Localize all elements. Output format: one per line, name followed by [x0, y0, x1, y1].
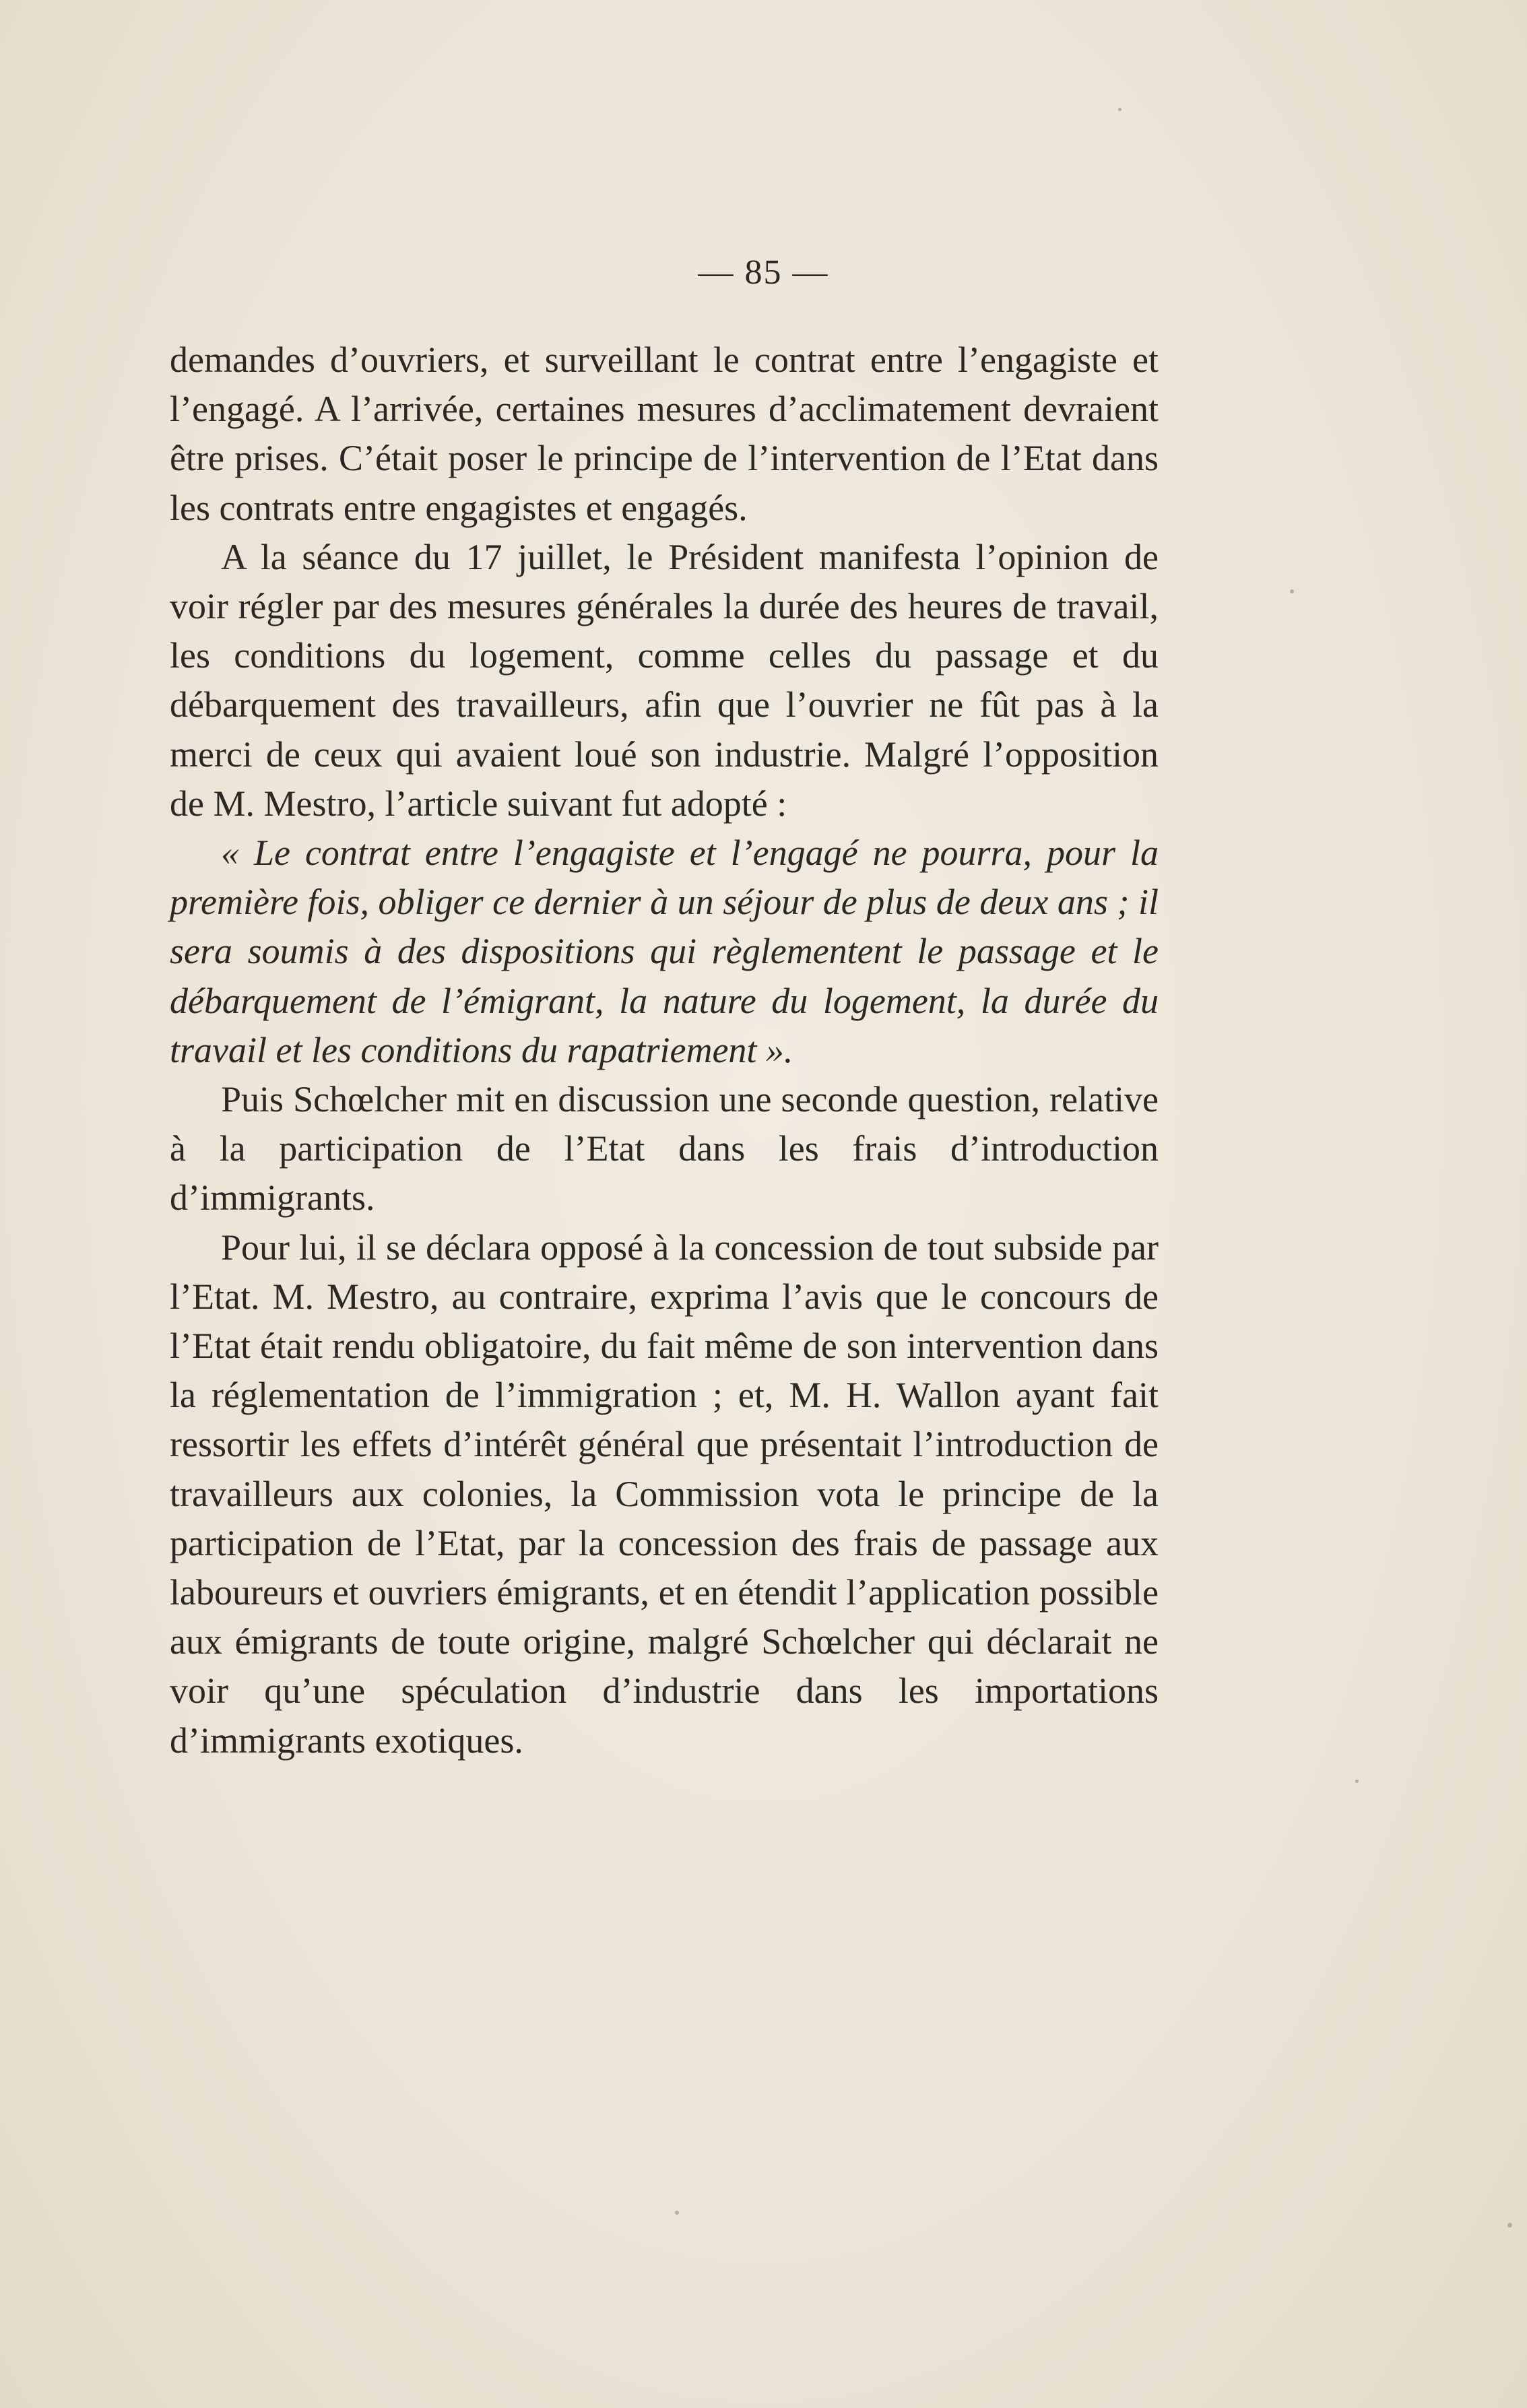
- paragraph-seance: A la séance du 17 juillet, le Président manifesta l’opinion de voir régler par des mesures générales la durée des heures de travail, les conditions du logement, comme celles du passage et du débarquement des travailleurs, afin que l’ouvrier ne fût pas à la merci de ceux qui avaient loué son industrie. Malgré l’opposition de M. Mestro, l’article suivant fut adopté :: [170, 536, 1159, 824]
- page-number: — 85 —: [698, 253, 829, 292]
- paragraph-continuation: demandes d’ouvriers, et surveillant le contrat entre l’engagiste et l’engagé. A l’arrivée, certaines mesures d’acclimatement devraient être prises. C’était poser le principe de l’intervention de l’Etat dans les contrats entre engagistes et engagés.: [170, 339, 1159, 528]
- paragraph-quoted-article: « Le contrat entre l’engagiste et l’engagé ne pourra, pour la première fois, obliger ce dernier à un séjour de plus de deux ans ; il sera soumis à des dispositions qui règlementent le passage et le débarquement de l’émigrant, la nature du logement, la durée du travail et les conditions du rapatriement ».: [170, 833, 1159, 1070]
- paragraph-second-question: Puis Schœlcher mit en discussion une seconde question, relative à la participation de l’Etat dans les frais d’introduction d’immigrants.: [170, 1079, 1159, 1218]
- paper-speck: [675, 2211, 679, 2215]
- paragraph-commission-vote: Pour lui, il se déclara opposé à la concession de tout subside par l’Etat. M. Mestro, au contraire, exprima l’avis que le concours de l’Etat était rendu obligatoire, du fait même de son intervention dans la réglementation de l’immigration ; et, M. H. Wallon ayant fait ressortir les effets d’intérêt général que présentait l’introduction de travailleurs aux colonies, la Commission vota le principe de la participation de l’Etat, par la concession des frais de passage aux laboureurs et ouvriers émigrants, et en étendit l’application possible aux émigrants de toute origine, malgré Schœlcher qui déclarait ne voir qu’une spéculation d’industrie dans les importations d’immigrants exotiques.: [170, 1227, 1159, 1761]
- paper-speck: [1290, 589, 1294, 593]
- paper-speck: [1118, 108, 1122, 111]
- paper-speck: [1355, 1780, 1359, 1783]
- body-text: [170, 335, 1159, 1765]
- paper-speck: [1507, 2223, 1512, 2227]
